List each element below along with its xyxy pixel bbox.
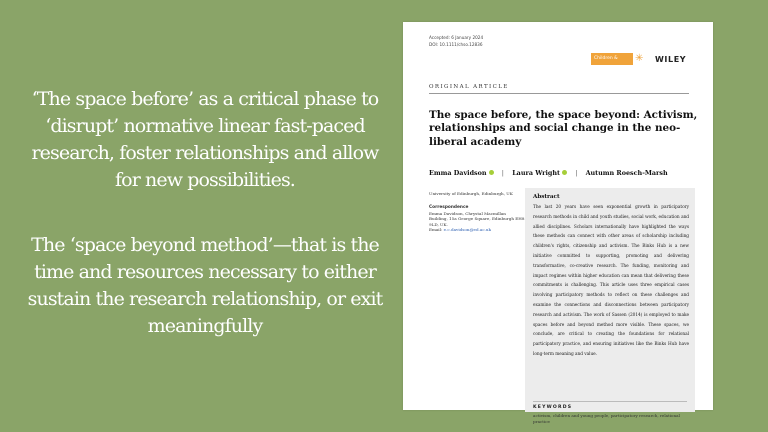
publisher-logo: WILEY	[655, 55, 687, 64]
affiliation: University of Edinburgh, Edinburgh, UK	[429, 191, 513, 196]
author-list	[429, 169, 719, 177]
journal-star-icon: ✳	[635, 53, 644, 64]
slide-quote-space-beyond: The ‘space beyond method’—that is the time and resources necessary to either sustain the research relationship, or exit meaningfully	[27, 234, 383, 337]
email-link[interactable]: e.c.davidson@ed.ac.uk	[443, 227, 492, 233]
paper-first-page	[403, 22, 713, 424]
accepted-date: Accepted: 6 January 2024	[429, 35, 484, 40]
doi: DOI: 10.1111/chso.12836	[429, 42, 483, 47]
article-type: ORIGINAL ARTICLE	[429, 84, 509, 90]
paper-title: The space before, the space beyond: Activism, relationships and social change in the neo-liberal academy	[429, 109, 698, 148]
email-label: Email:	[429, 227, 443, 233]
author-name: Autumn Roesch-Marsh	[585, 169, 668, 177]
author-separator: |	[501, 169, 504, 177]
correspondence-label: Correspondence	[429, 205, 469, 210]
slide-quote-space-before: ‘The space before’ as a critical phase to ‘disrupt’ normative linear fast-paced research, foster relationships and allow for new possibilities.	[31, 88, 379, 191]
keywords-divider	[533, 401, 687, 402]
author-name: Emma Davidson	[429, 169, 487, 177]
abstract-heading: Abstract	[533, 194, 560, 200]
header-divider	[429, 93, 689, 94]
abstract-text: The last 20 years have seen exponential growth in participatory research methods in child and youth studies, social work, education and allied disciplines. Scholars internationally have highlighted the ways these methods can connect with other areas of scholarship including children's rights, citizenship and activism. The Binks Hub is a new initiative committed to supporting, promoting and delivering transformative, co-creative research. The funding, monitoring and impact regimes within higher education can mean that delivering these commitments is challenging. This article uses three empirical cases involving participatory methods to reflect on these challenges and examine the connections and disconnections between participatory research and activism. The work of Sassen (2014) is employed to make spaces before and beyond method more visible. These spaces, we conclude, are critical to creating the foundations for relational participatory practice, and ensuring initiatives like the Binks Hub have long-term meaning and value.	[533, 205, 689, 357]
orcid-icon	[489, 170, 494, 175]
correspondence-address: Emma Davidson, Chrystal Macmillan Building, 15a George Square, Edinburgh EH8 9LD, UK.	[429, 210, 525, 227]
keywords-text: activism, children and young people, participatory research, relational practice	[533, 413, 680, 424]
author-name: Laura Wright	[512, 169, 560, 177]
keywords-heading: KEYWORDS	[533, 405, 573, 410]
orcid-icon	[562, 170, 567, 175]
correspondence-block	[429, 204, 525, 233]
journal-badge: Children & Society	[591, 53, 633, 65]
author-separator: |	[575, 169, 578, 177]
